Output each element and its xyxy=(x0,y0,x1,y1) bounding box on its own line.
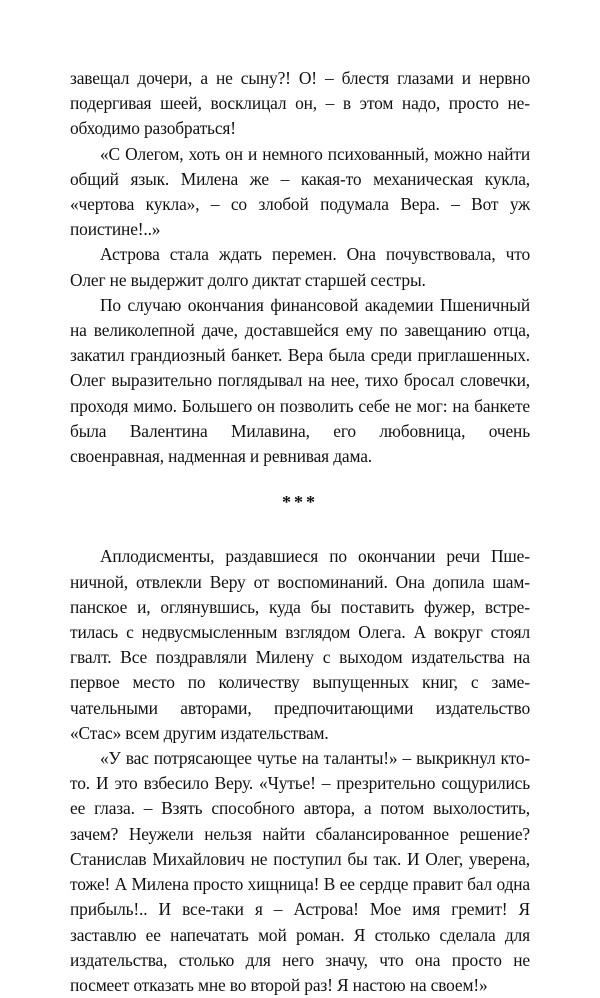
section-separator: *** xyxy=(282,492,318,513)
paragraph-5: Аплодисменты, раздавшиеся по окончании речи Пшеничной, отвлекли Веру от воспоминаний. Она допила шампанское и, оглянувшись, куда бы поставить фужер, встретилась с недвусмысленным взглядом Олега. А вокруг стоял гвалт. Все поздравляли Милену с выходом издательства на первое место по количеству выпущенных книг, с замечательными авторами, предпочитающими издательство «Стас» всем другим издательствам. xyxy=(70,546,530,743)
paragraph-3: Астрова стала ждать перемен. Она почувствовала, что Олег не выдержит долго диктат старшей сестры. xyxy=(70,244,530,290)
paragraph-6: «У вас потрясающее чутье на таланты!» – выкрикнул кто-то. И это взбесило Веру. «Чутье! – презрительно сощурились ее глаза. – Взять способного автора, а потом выхолостить, зачем? Неужели нельзя найти сбалансированное решение? Станислав Михайлович не поступил бы так. И Олег, уверена, тоже! А Милена просто хищница! В ее сердце правит бал одна прибыль!.. И все-таки я – Астрова! Мое имя гремит! Я заставлю ее напечатать мой роман. Я столько сделала для издательства, столько для него значу, что она просто не посмеет отказать мне во второй раз! Я настою на своем!» xyxy=(70,748,530,995)
paragraph-4: По случаю окончания финансовой академии Пшеничный на великолепной даче, доставшейся ему по завещанию отца, закатил грандиозный банкет. Вера была среди приглашенных. Олег выразительно поглядывал на нее, тихо бросал словечки, проходя мимо. Большего он позволить себе не мог: на банкете была Валентина Милавина, его любовница, очень своенравная, надменная и ревнивая дама. xyxy=(70,294,530,467)
paragraph-2: «С Олегом, хоть он и немного психованный, можно найти общий язык. Милена же – какая-то механическая кукла, «чертова кукла», – со злобой подумала Вера. – Вот уж поистине!..» xyxy=(70,143,530,240)
page-body xyxy=(70,66,530,998)
paragraph-1: завещал дочери, а не сыну?! О! – блестя глазами и нервно подергивая шеей, восклицал он, – в этом надо, просто необходимо разобраться! xyxy=(70,68,530,139)
